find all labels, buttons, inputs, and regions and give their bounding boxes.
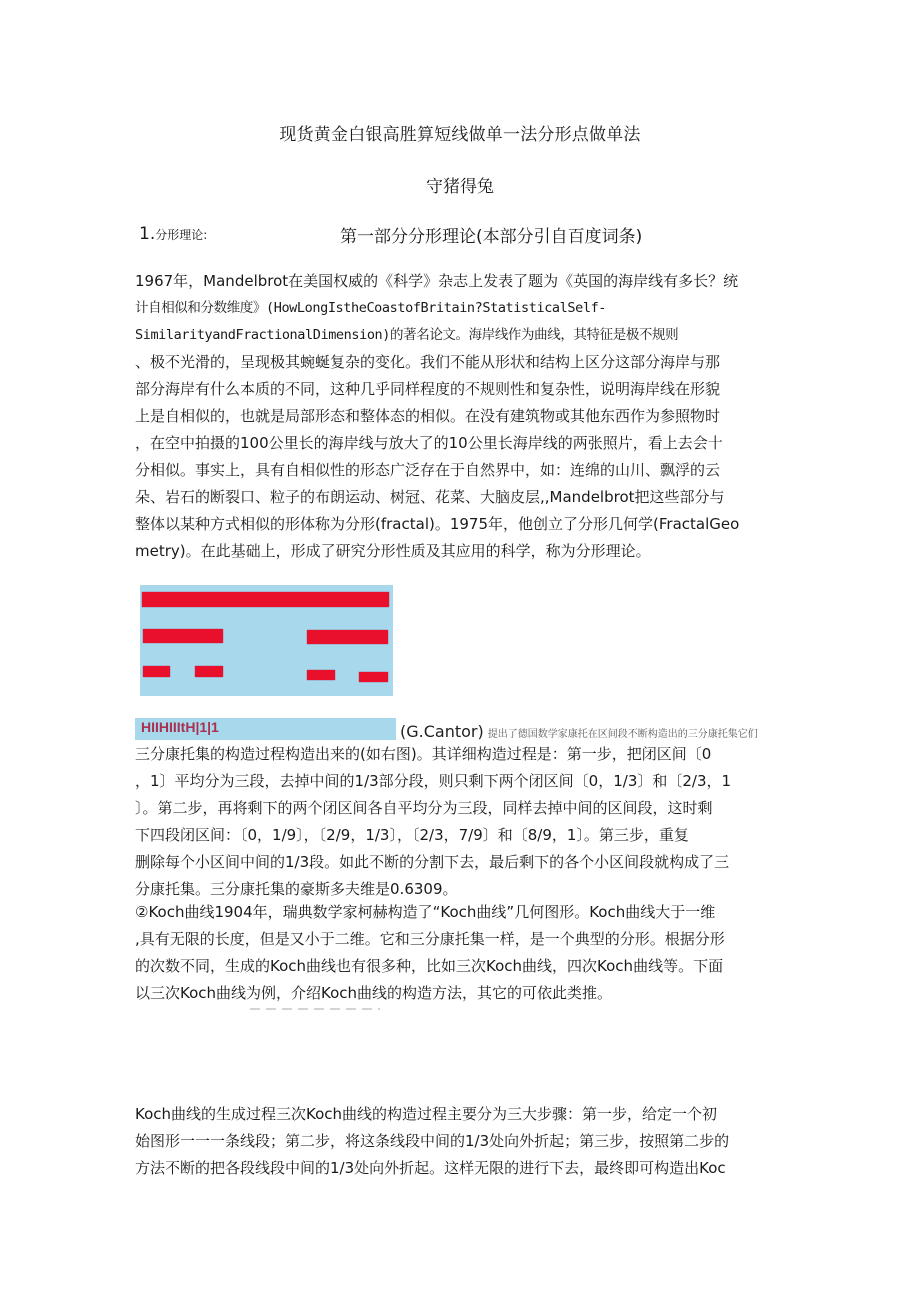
paragraph-koch-intro <box>135 899 785 1007</box>
section-title: 第一部分分形理论(本部分引自百度词条) <box>340 227 643 247</box>
text-line: 整体以某种方式相似的形体称为分形(fractal)。1975年，他创立了分形几何学(FractalGeo <box>135 515 740 533</box>
section-number <box>139 224 207 244</box>
cantor-caption-strip <box>135 718 396 740</box>
text-line: 以三次Koch曲线为例，介绍Koch曲线的构造方法，其它的可依此类推。 <box>135 984 613 1002</box>
text-line: 、极不光滑的，呈现极其蜿蜒复杂的变化。我们不能从形状和结构上区分这部分海岸与那 <box>135 353 721 371</box>
cantor-name: (G.Cantor) <box>400 722 484 741</box>
text-line: 上是自相似的，也就是局部形态和整体态的相似。在没有建筑物或其他东西作为参照物时 <box>135 407 721 425</box>
cantor-bar-level2-a <box>143 666 170 677</box>
garbled-text: 提出了德国数学家康托在区间段不断构造出的三分康托集它们 <box>487 729 758 740</box>
text-line: 方法不断的把各段线段中间的1/3处向外折起。这样无限的进行下去，最终即可构造出Koc <box>135 1159 726 1177</box>
cantor-bar-level1-right <box>307 630 388 644</box>
text-line: ，1〕平均分为三段，去掉中间的1/3部分段，则只剩下两个闭区间〔0，1/3〕和〔2/3，1 <box>135 772 732 790</box>
cantor-bar-level2-b <box>195 666 223 677</box>
text-line: SimilarityandFractionalDimension)的著名论文。海岸线作为曲线，其特征是极不规则 <box>135 327 679 343</box>
text-line: 分相似。事实上，具有自相似性的形态广泛存在于自然界中，如：连绵的山川、飘浮的云 <box>135 461 721 479</box>
document-author: 守猪得兔 <box>426 177 494 197</box>
text-line: 1967年，Mandelbrot在美国权威的《科学》杂志上发表了题为《英国的海岸线有多长？统 <box>135 272 739 290</box>
text-line: 删除每个小区间中间的1/3段。如此不断的分割下去，最后剩下的各个小区间段就构成了三 <box>135 853 730 871</box>
paragraph-cantor-construction <box>135 741 785 903</box>
document-title: 现货黄金白银高胜算短线做单一法分形点做单法 <box>279 125 641 145</box>
text-line: 部分海岸有什么本质的不同，这种几乎同样程度的不规则性和复杂性，说明海岸线在形貌 <box>135 380 721 398</box>
text-line: ,具有无限的长度，但是又小于二维。它和三分康托集一样，是一个典型的分形。根据分形 <box>135 930 725 948</box>
text-line: 朵、岩石的断裂口、粒子的布朗运动、树冠、花菜、大脑皮层,,Mandelbrot把这些部分与 <box>135 488 725 506</box>
paragraph-fractal-intro <box>135 268 785 565</box>
text-line: 始图形一一一条线段；第二步，将这条线段中间的1/3处向外折起；第三步，按照第二步的 <box>135 1132 730 1150</box>
cantor-bar-level2-d <box>359 672 388 682</box>
text-line: 下四段闭区间：〔0，1/9〕，〔2/9，1/3〕，〔2/3，7/9〕和〔8/9，1〕。第三步，重复 <box>135 826 689 844</box>
text-line: 分康托集。三分康托集的豪斯多夫维是0.6309。 <box>135 880 458 898</box>
text-line: ，在空中拍摄的100公里长的海岸线与放大了的10公里长海岸线的两张照片，看上去会十 <box>135 434 723 452</box>
text-line: metry)。在此基础上，形成了研究分形性质及其应用的科学，称为分形理论。 <box>135 542 651 560</box>
paragraph-koch-construction <box>135 1101 785 1182</box>
cantor-set-figure <box>140 585 393 696</box>
text-line: Koch曲线的生成过程三次Koch曲线的构造过程主要分为三大步骤：第一步，给定一个初 <box>135 1105 718 1123</box>
text-line: ②Koch曲线1904年，瑞典数学家柯赫构造了“Koch曲线”几何图形。Koch曲线大于一维 <box>135 903 716 921</box>
text-line: 的次数不同，生成的Koch曲线也有很多种，比如三次Koch曲线，四次Koch曲线等。下面 <box>135 957 724 975</box>
section-number-digit: 1. <box>139 224 156 244</box>
cantor-bar-level2-c <box>307 670 335 680</box>
cantor-bar-level0 <box>142 592 389 607</box>
section-number-label: 分形理论: <box>155 228 208 242</box>
caption-strip-text: HIIHIIItH|1|1 <box>141 719 219 735</box>
text-line: 〕。第二步，再将剩下的两个闭区间各自平均分为三段，同样去掉中间的区间段，这时剩 <box>135 799 713 817</box>
overlapping-text-line <box>396 722 786 741</box>
text-line: 计自相似和分数维度》(HowLongIstheCoastofBritain?StatisticalSelf- <box>135 300 607 316</box>
faint-figure-remnant <box>250 1008 380 1010</box>
cantor-bar-level1-left <box>143 629 223 643</box>
text-line: 三分康托集的构造过程构造出来的(如右图)。其详细构造过程是：第一步，把闭区间〔0 <box>135 745 712 763</box>
